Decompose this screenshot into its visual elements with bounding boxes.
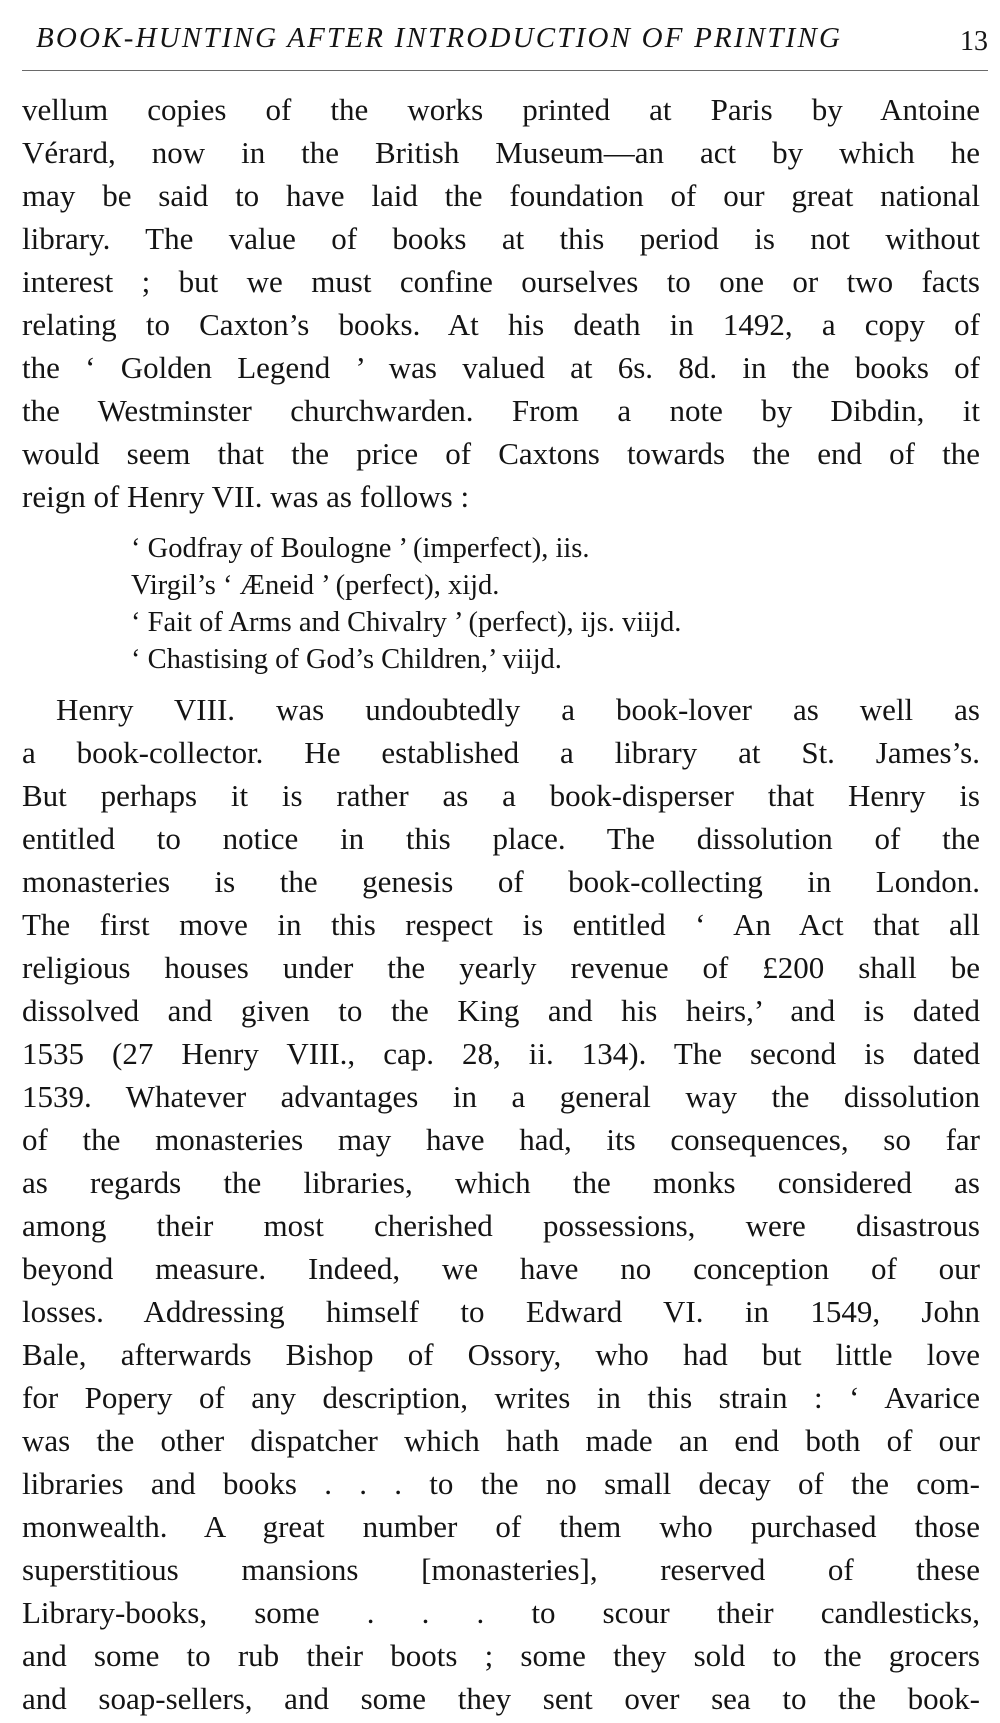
price-list-item: ‘ Godfray of Boulogne ’ (imperfect), iis. [131,533,590,564]
text-line: losses. Addressing himself to Edward VI. in 1549, John [22,1294,980,1329]
text-line-content: Henry VIII. was undoubtedly a book-lover as well as [56,692,980,727]
price-list-item: Virgil’s ‘ Æneid ’ (perfect), xijd. [131,570,500,601]
text-line: The first move in this respect is entitled ‘ An Act that all [22,907,980,942]
running-title: BOOK-HUNTING AFTER INTRODUCTION OF PRINTING [36,22,843,54]
text-line: a book-collector. He established a library at St. James’s. [22,735,980,770]
body-text [22,88,980,1720]
text-line: and some to rub their boots ; some they sold to the grocers [22,1638,980,1673]
text-line: the ‘ Golden Legend ’ was valued at 6s. 8d. in the books of [22,350,980,385]
text-line: library. The value of books at this period is not without [22,221,980,256]
text-line: was the other dispatcher which hath made an end both of our [22,1423,980,1458]
text-line: as regards the libraries, which the monks considered as [22,1165,980,1200]
text-line: Vérard, now in the British Museum—an act by which he [22,135,980,170]
text-line: Library-books, some . . . to scour their candlesticks, [22,1595,980,1630]
text-line: religious houses under the yearly revenue of £200 shall be [22,950,980,985]
paragraph-caxton-prices [22,88,980,518]
text-line: Bale, afterwards Bishop of Ossory, who had but little love [22,1337,980,1372]
text-line: superstitious mansions [monasteries], reserved of these [22,1552,980,1587]
text-line: may be said to have laid the foundation of our great national [22,178,980,213]
paragraph-henry-viii [22,688,980,1720]
text-line: dissolved and given to the King and his heirs,’ and is dated [22,993,980,1028]
text-line: 1535 (27 Henry VIII., cap. 28, ii. 134). The second is dated [22,1036,980,1071]
text-line: for Popery of any description, writes in this strain : ‘ Avarice [22,1380,980,1415]
price-list-item: ‘ Chastising of God’s Children,’ viijd. [131,644,562,675]
text-line: the Westminster churchwarden. From a note by Dibdin, it [22,393,980,428]
page-number: 13 [960,26,988,57]
text-line: monasteries is the genesis of book-collecting in London. [22,864,980,899]
running-head [36,18,988,58]
text-line-first [22,688,980,731]
text-line: among their most cherished possessions, were disastrous [22,1208,980,1243]
text-line: and soap-sellers, and some they sent over sea to the book- [22,1681,980,1716]
text-line: libraries and books . . . to the no small decay of the com- [22,1466,980,1501]
text-line: reign of Henry VII. was as follows : [22,479,470,514]
text-line: interest ; but we must confine ourselves to one or two facts [22,264,980,299]
text-line: beyond measure. Indeed, we have no conception of our [22,1251,980,1286]
text-line: monwealth. A great number of them who purchased those [22,1509,980,1544]
header-rule [22,70,988,71]
text-line: would seem that the price of Caxtons towards the end of the [22,436,980,471]
text-line: 1539. Whatever advantages in a general way the dissolution [22,1079,980,1114]
caxton-price-list [22,530,980,678]
text-line: vellum copies of the works printed at Paris by Antoine [22,92,980,127]
text-line: relating to Caxton’s books. At his death in 1492, a copy of [22,307,980,342]
price-list-item: ‘ Fait of Arms and Chivalry ’ (perfect), ijs. viijd. [131,607,682,638]
text-line: entitled to notice in this place. The dissolution of the [22,821,980,856]
text-line: But perhaps it is rather as a book-disperser that Henry is [22,778,980,813]
text-line: of the monasteries may have had, its consequences, so far [22,1122,980,1157]
